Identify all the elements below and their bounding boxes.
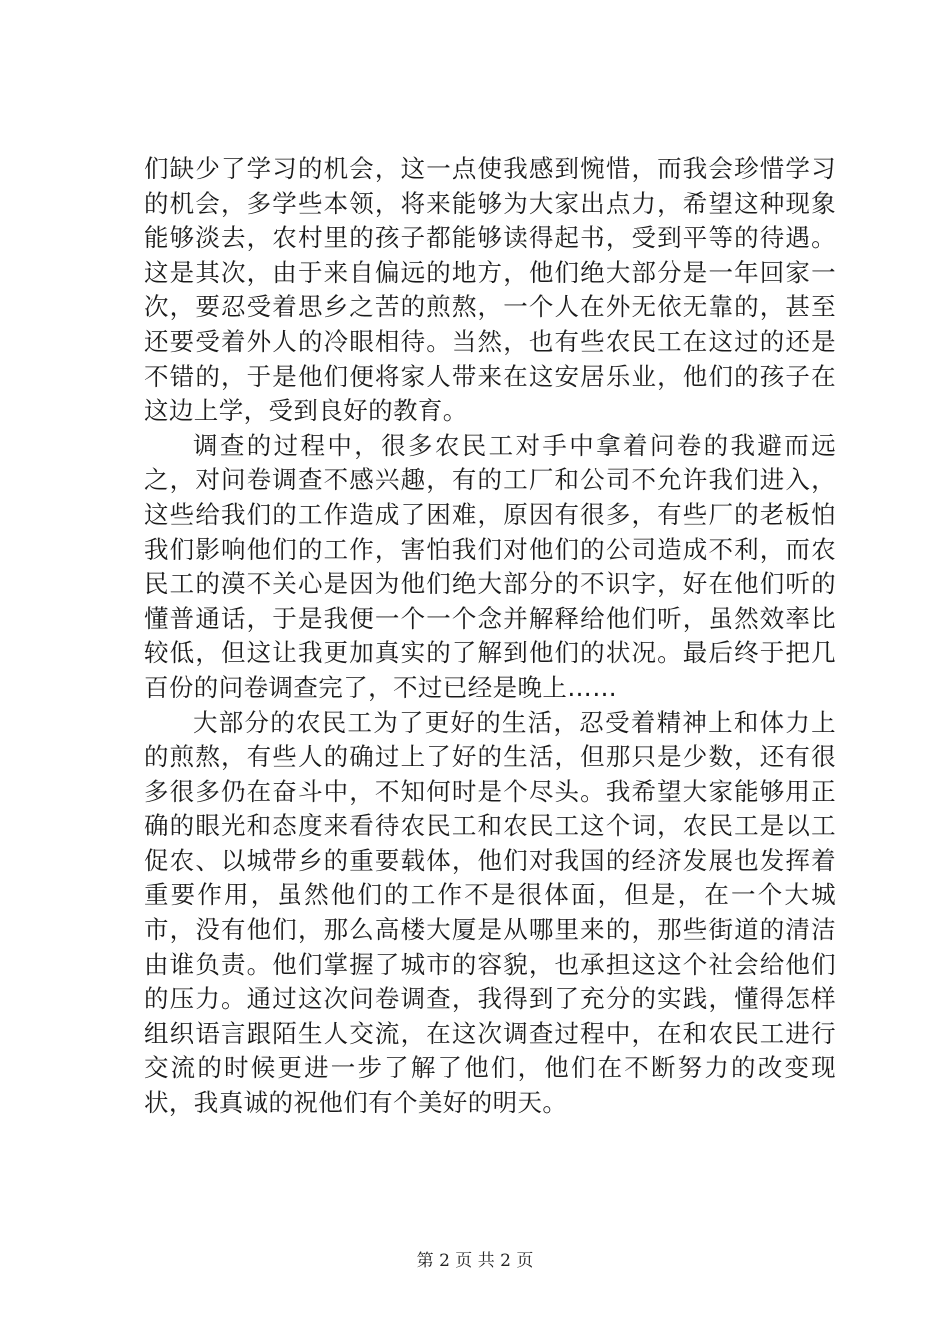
page-footer: 第 2 页 共 2 页 — [416, 1251, 534, 1271]
paragraph-1: 们缺少了学习的机会，这一点使我感到惋惜，而我会珍惜学习的机会，多学些本领，将来能够为大家出点力，希望这种现象能够淡去，农村里的孩子都能够读得起书，受到平等的待遇。这是其次，由于来自偏远的地方，他们绝大部分是一年回家一次，要忍受着思乡之苦的煎熬，一个人在外无依无靠的，甚至还要受着外人的冷眼相待。当然，也有些农民工在这过的还是不错的，于是他们便将家人带来在这安居乐业，他们的孩子在这边上学，受到良好的教育。 — [144, 154, 836, 426]
paragraph-3: 大部分的农民工为了更好的生活，忍受着精神上和体力上的煎熬，有些人的确过上了好的生活，但那只是少数，还有很多很多仍在奋斗中，不知何时是个尽头。我希望大家能够用正确的眼光和态度来看待农民工和农民工这个词，农民工是以工促农、以城带乡的重要载体，他们对我国的经济发展也发挥着重要作用，虽然他们的工作不是很体面，但是，在一个大城市，没有他们，那么高楼大厦是从哪里来的，那些街道的清洁由谁负责。他们掌握了城市的容貌，也承担这这个社会给他们的压力。通过这次问卷调查，我得到了充分的实践，懂得怎样组织语言跟陌生人交流，在这次调查过程中，在和农民工进行交流的时候更进一步了解了他们，他们在不断努力的改变现状，我真诚的祝他们有个美好的明天。 — [144, 707, 836, 1118]
document-body — [144, 152, 836, 1121]
paragraph-2: 调查的过程中，很多农民工对手中拿着问卷的我避而远之，对问卷调查不感兴趣，有的工厂和公司不允许我们进入，这些给我们的工作造成了困难，原因有很多，有些厂的老板怕我们影响他们的工作，害怕我们对他们的公司造成不利，而农民工的漠不关心是因为他们绝大部分的不识字，好在他们听的懂普通话，于是我便一个一个念并解释给他们听，虽然效率比较低，但这让我更加真实的了解到他们的状况。最后终于把几百份的问卷调查完了，不过已经是晚上…… — [144, 430, 836, 702]
